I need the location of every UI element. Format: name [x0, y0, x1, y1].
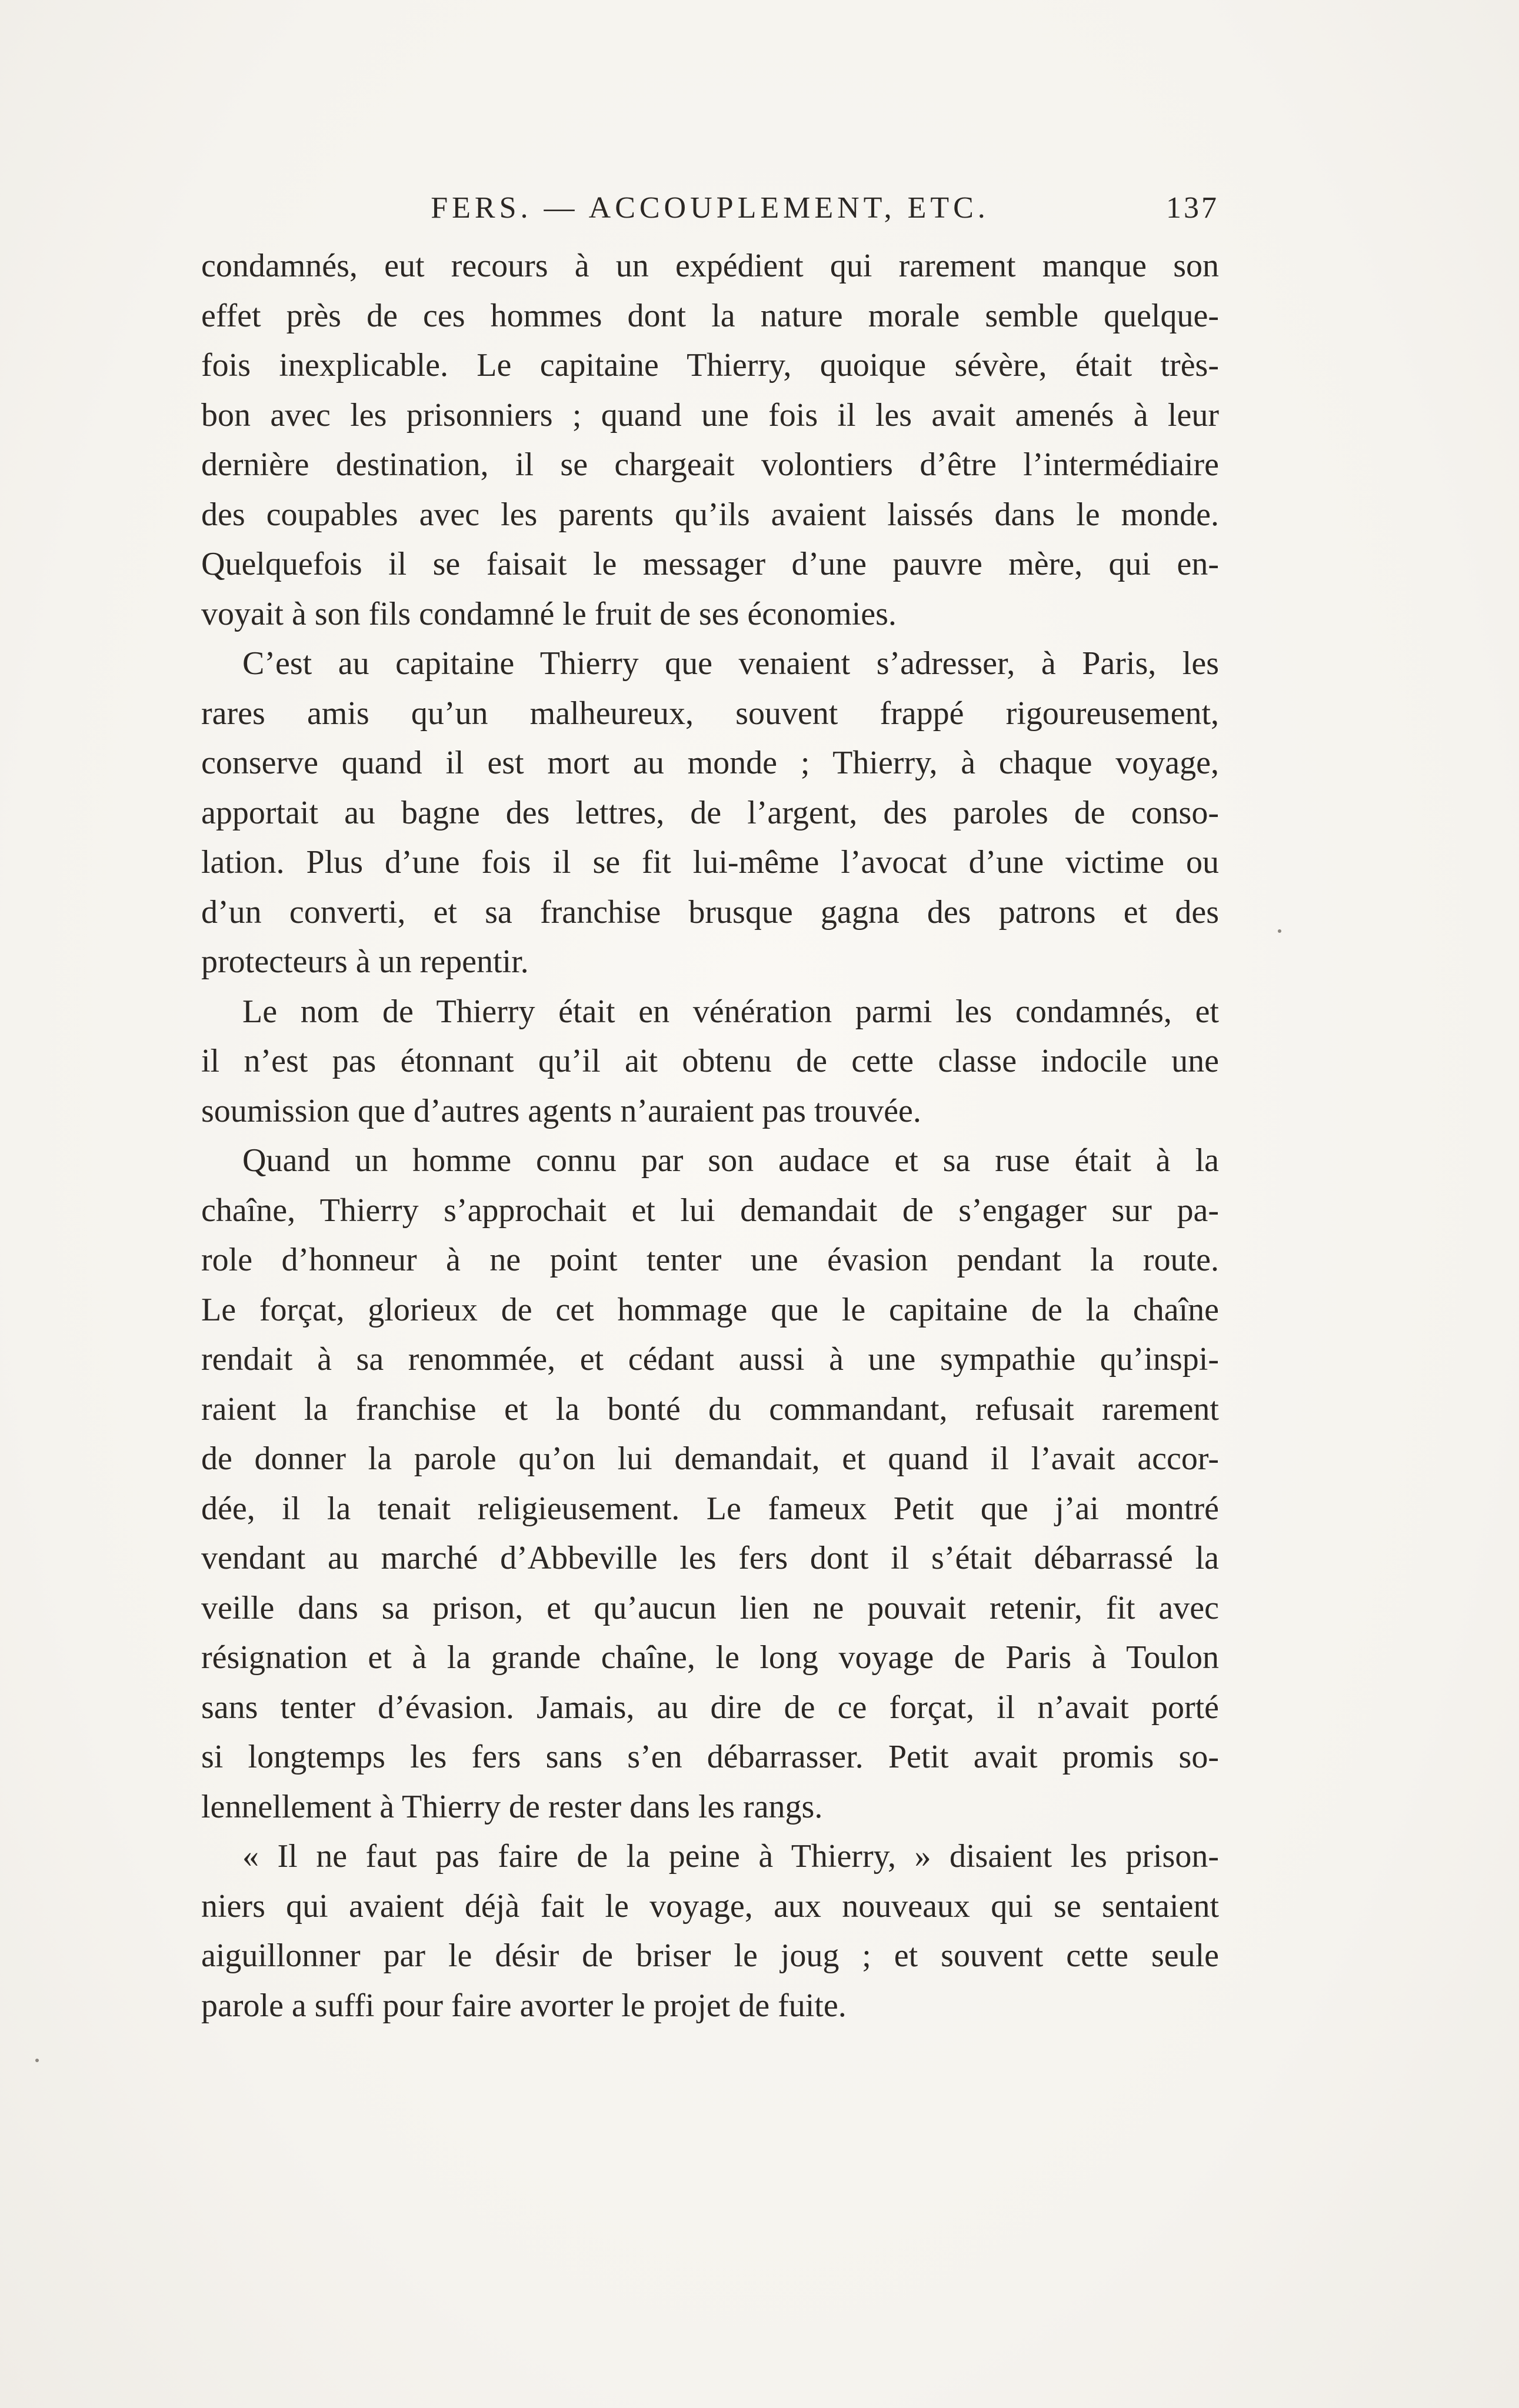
text-line: aiguillonner par le désir de briser le joug ; et souvent cette seule — [201, 1937, 1219, 1974]
text-line: voyait à son fils condamné le fruit de ses économies. — [201, 595, 897, 632]
text-line: raient la franchise et la bonté du commandant, refusait rarement — [201, 1390, 1219, 1428]
paragraph — [201, 1832, 1219, 2030]
paper-speck — [35, 2059, 39, 2062]
paragraph — [201, 1136, 1219, 1832]
text-line: fois inexplicable. Le capitaine Thierry, quoique sévère, était très- — [201, 347, 1219, 383]
paragraph — [201, 987, 1219, 1136]
paragraph — [201, 639, 1219, 987]
text-line: dée, il la tenait religieusement. Le fameux Petit que j’ai montré — [201, 1490, 1219, 1527]
text-line: lennellement à Thierry de rester dans les rangs. — [201, 1788, 823, 1825]
text-line: Quand un homme connu par son audace et sa ruse était à la — [242, 1142, 1219, 1179]
text-line: Le forçat, glorieux de cet hommage que le capitaine de la chaîne — [201, 1291, 1219, 1328]
paper-speck — [1278, 929, 1281, 933]
text-line: Quelquefois il se faisait le messager d’une pauvre mère, qui en- — [201, 546, 1219, 582]
text-line: dernière destination, il se chargeait volontiers d’être l’intermédiaire — [201, 446, 1219, 483]
text-line: apportait au bagne des lettres, de l’argent, des paroles de conso- — [201, 794, 1219, 831]
text-line: condamnés, eut recours à un expédient qui rarement manque son — [201, 248, 1219, 284]
text-line: C’est au capitaine Thierry que venaient s’adresser, à Paris, les — [242, 645, 1219, 682]
text-line: résignation et à la grande chaîne, le long voyage de Paris à Toulon — [201, 1639, 1219, 1676]
text-line: « Il ne faut pas faire de la peine à Thierry, » disaient les prison- — [242, 1838, 1219, 1875]
text-line: role d’honneur à ne point tenter une évasion pendant la route. — [201, 1242, 1219, 1278]
text-line: rendait à sa renommée, et cédant aussi à une sympathie qu’inspi- — [201, 1341, 1219, 1378]
text-line: soumission que d’autres agents n’auraient pas trouvée. — [201, 1092, 921, 1129]
text-line: conserve quand il est mort au monde ; Thierry, à chaque voyage, — [201, 745, 1219, 781]
text-line: chaîne, Thierry s’approchait et lui demandait de s’engager sur pa- — [201, 1192, 1219, 1229]
text-line: vendant au marché d’Abbeville les fers dont il s’était débarrassé la — [201, 1540, 1219, 1576]
text-line: niers qui avaient déjà fait le voyage, aux nouveaux qui se sentaient — [201, 1887, 1219, 1925]
text-line: effet près de ces hommes dont la nature morale semble quelque- — [201, 297, 1219, 334]
page-number: 137 — [1166, 191, 1219, 225]
text-line: protecteurs à un repentir. — [201, 943, 529, 980]
text-line: de donner la parole qu’on lui demandait, et quand il l’avait accor- — [201, 1440, 1219, 1477]
text-line: d’un converti, et sa franchise brusque gagna des patrons et des — [201, 893, 1219, 930]
text-line: bon avec les prisonniers ; quand une fois il les avait amenés à leur — [201, 396, 1219, 433]
text-line: des coupables avec les parents qu’ils avaient laissés dans le monde. — [201, 496, 1219, 533]
paragraph — [201, 241, 1219, 639]
text-line: sans tenter d’évasion. Jamais, au dire de ce forçat, il n’avait porté — [201, 1689, 1219, 1726]
text-line: rares amis qu’un malheureux, souvent frappé rigoureusement, — [201, 695, 1219, 732]
running-head — [201, 187, 1219, 229]
text-line: si longtemps les fers sans s’en débarrasser. Petit avait promis so- — [201, 1739, 1219, 1775]
text-line: Le nom de Thierry était en vénération parmi les condamnés, et — [242, 993, 1219, 1030]
text-line: il n’est pas étonnant qu’il ait obtenu de cette classe indocile une — [201, 1043, 1219, 1079]
running-title: FERS. — ACCOUPLEMENT, ETC. — [431, 191, 990, 225]
text-line: parole a suffi pour faire avorter le projet de fuite. — [201, 1987, 847, 2024]
text-line: veille dans sa prison, et qu’aucun lien ne pouvait retenir, fit avec — [201, 1589, 1219, 1626]
body-text — [201, 241, 1219, 2030]
text-line: lation. Plus d’une fois il se fit lui-même l’avocat d’une victime ou — [201, 844, 1219, 881]
